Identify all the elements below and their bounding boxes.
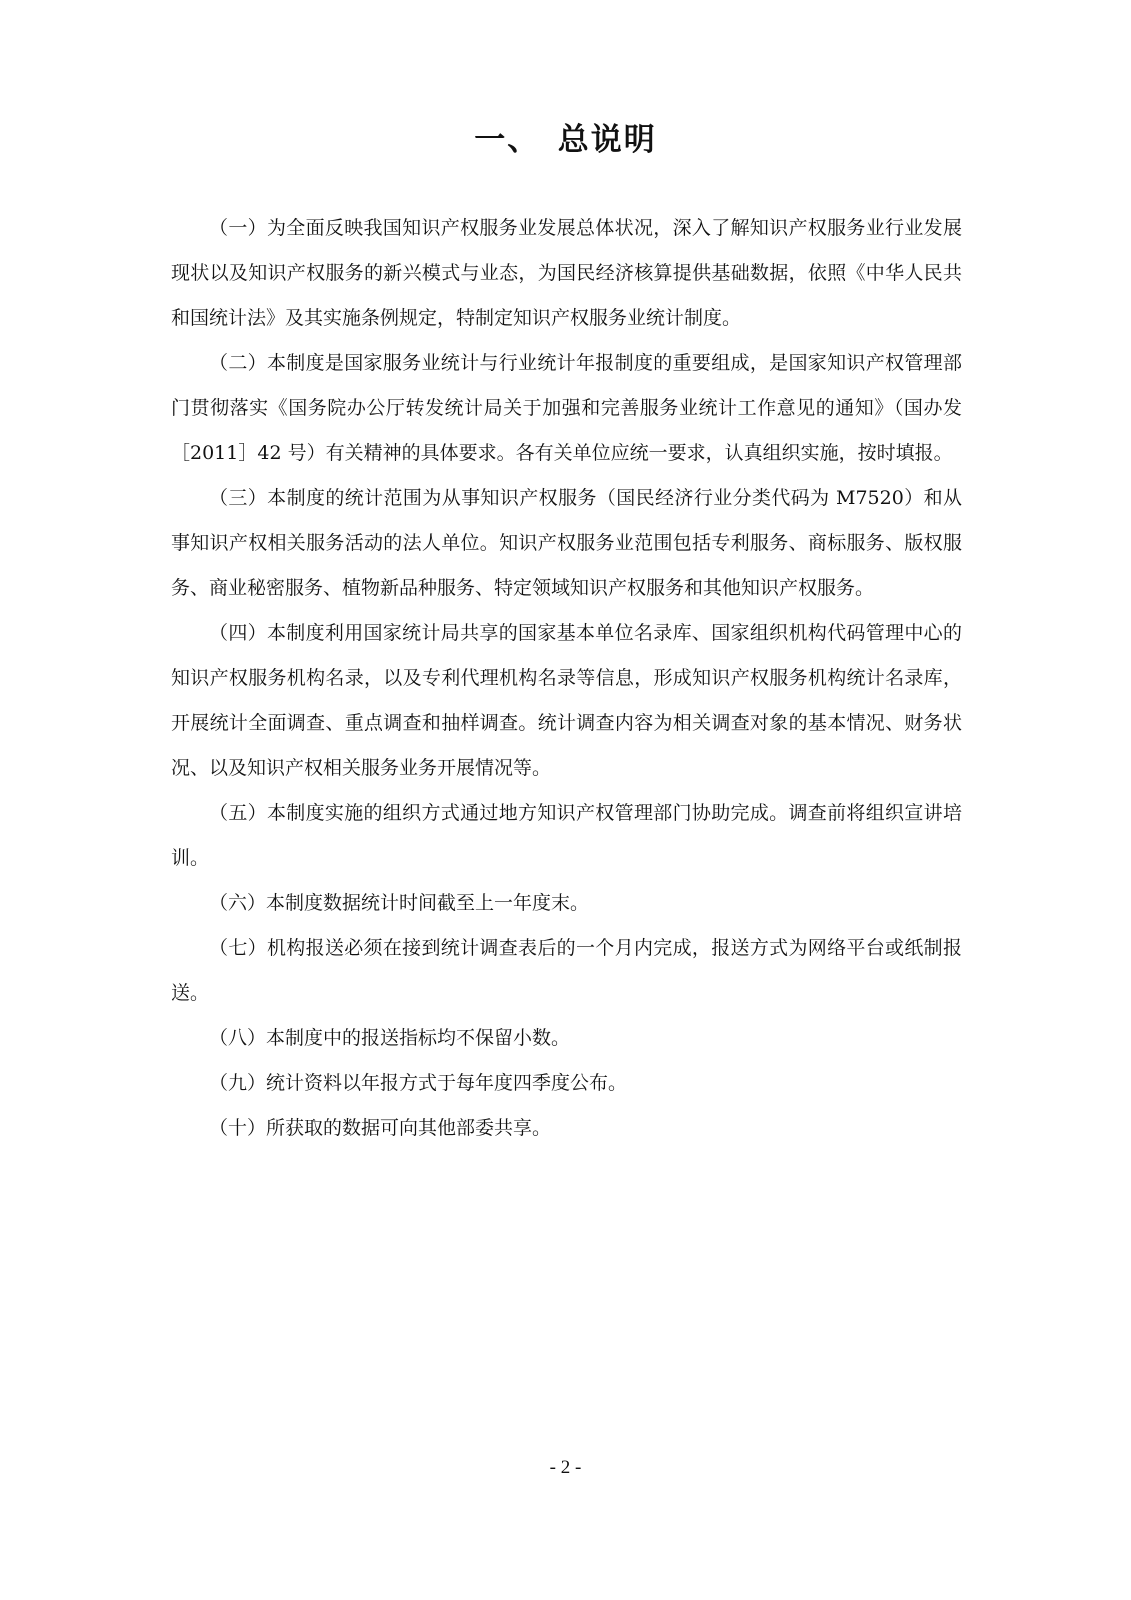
page-title: 一、 总说明 xyxy=(474,122,657,158)
paragraph-9: （九）统计资料以年报方式于每年度四季度公布。 xyxy=(209,1072,628,1094)
paragraph-6: （六）本制度数据统计时间截至上一年度末。 xyxy=(209,892,590,914)
paragraph-4: （四）本制度利用国家统计局共享的国家基本单位名录库、国家组织机构代码管理中心的知识产权服务机构名录，以及专利代理机构名录等信息，形成知识产权服务机构统计名录库，开展统计全面调查、重点调查和抽样调查。统计调查内容为相关调查对象的基本情况、财务状况、以及知识产权相关服务业务开展情况等。 xyxy=(171,622,962,779)
document-body xyxy=(171,206,962,1151)
paragraph-5: （五）本制度实施的组织方式通过地方知识产权管理部门协助完成。调查前将组织宣讲培训。 xyxy=(171,802,962,869)
paragraph-2: （二）本制度是国家服务业统计与行业统计年报制度的重要组成，是国家知识产权管理部门贯彻落实《国务院办公厅转发统计局关于加强和完善服务业统计工作意见的通知》（国办发［2011］42 号）有关精神的具体要求。各有关单位应统一要求，认真组织实施，按时填报。 xyxy=(171,352,962,464)
paragraph-7: （七）机构报送必须在接到统计调查表后的一个月内完成，报送方式为网络平台或纸制报送。 xyxy=(171,937,962,1004)
paragraph-3: （三）本制度的统计范围为从事知识产权服务（国民经济行业分类代码为 M7520）和从事知识产权相关服务活动的法人单位。知识产权服务业范围包括专利服务、商标服务、版权服务、商业秘密服务、植物新品种服务、特定领域知识产权服务和其他知识产权服务。 xyxy=(171,487,962,599)
paragraph-1: （一）为全面反映我国知识产权服务业发展总体状况，深入了解知识产权服务业行业发展现状以及知识产权服务的新兴模式与业态，为国民经济核算提供基础数据，依照《中华人民共和国统计法》及其实施条例规定，特制定知识产权服务业统计制度。 xyxy=(171,217,962,329)
page-number: - 2 - xyxy=(549,1457,582,1478)
paragraph-8: （八）本制度中的报送指标均不保留小数。 xyxy=(209,1027,571,1049)
paragraph-10: （十）所获取的数据可向其他部委共享。 xyxy=(209,1117,552,1139)
